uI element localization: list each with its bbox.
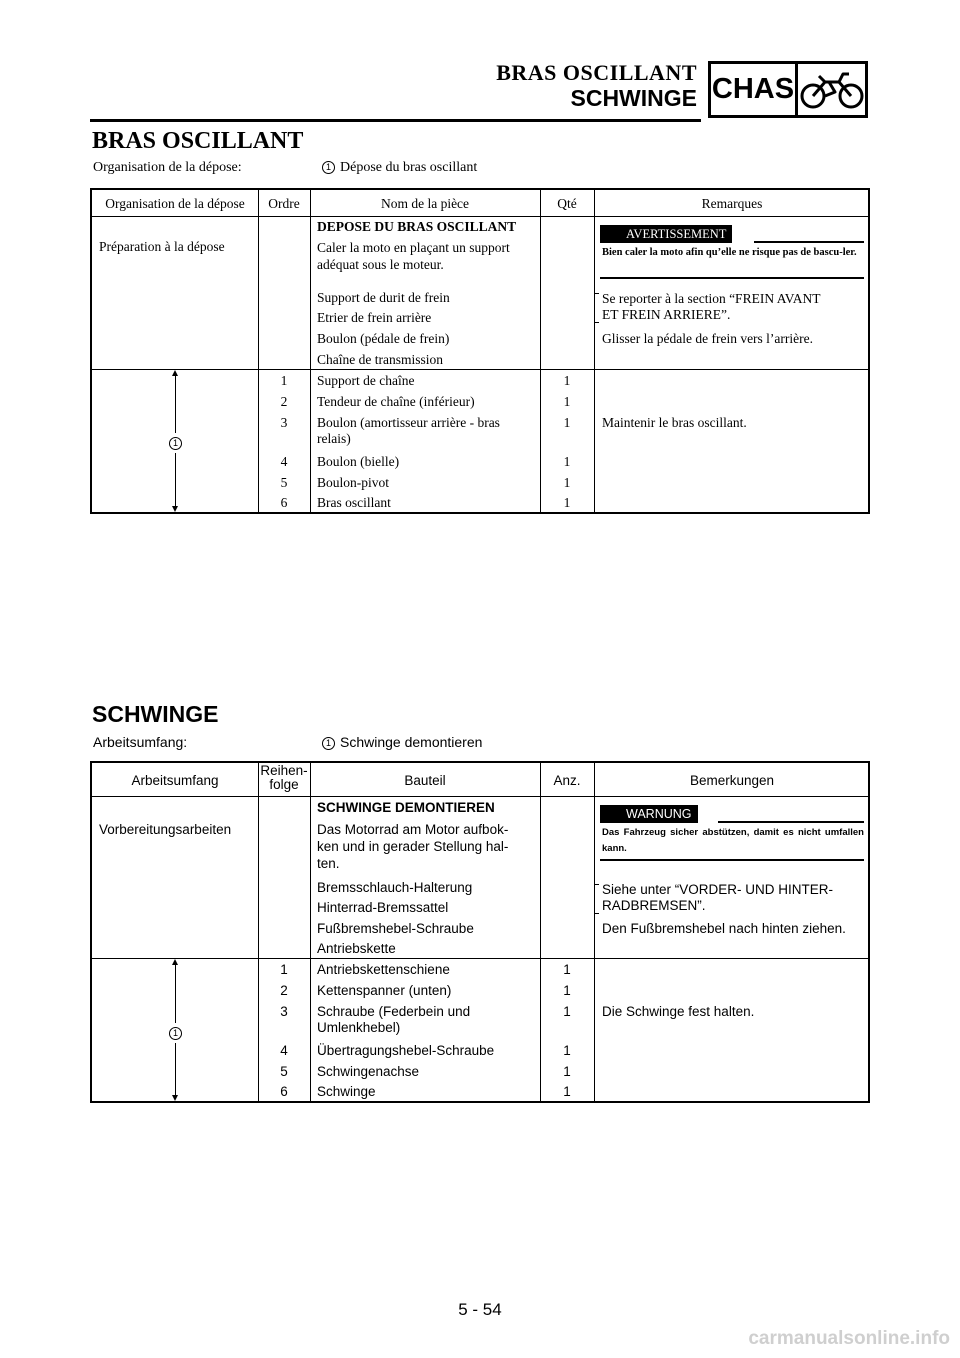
row-name: Boulon (amortisseur arrière - bras [317, 415, 500, 430]
row-name: Boulon-pivot [317, 475, 390, 490]
col-header: Bemerkungen [689, 773, 775, 788]
col-header: Reihen- [260, 763, 308, 778]
prep-item: adéquat sous le moteur. [317, 257, 444, 272]
row-name-cont: relais) [317, 431, 351, 446]
remark-pedal: Den Fußbremshebel nach hinten ziehen. [602, 921, 846, 936]
prep-item: Chaîne de transmission [317, 352, 443, 367]
col-header: Bauteil [404, 773, 446, 788]
warning-text: Bien caler la moto afin qu’elle ne risque pas de bascu-ler. [602, 247, 857, 258]
prep-item: Fußbremshebel-Schraube [317, 921, 474, 936]
page-number: 5 - 54 [458, 1300, 502, 1319]
group-remark: Maintenir le bras oscillant. [602, 415, 747, 430]
row-qty: 1 [563, 495, 571, 510]
row-order: 2 [280, 394, 288, 409]
chas-badge [708, 61, 868, 118]
col-header: Anz. [553, 773, 581, 788]
prep-title: DEPOSE DU BRAS OSCILLANT [317, 219, 517, 234]
org-label-de: Arbeitsumfang: [93, 734, 188, 750]
row-name: Bras oscillant [317, 495, 391, 510]
group-marker: 1 [169, 437, 182, 450]
remark-ref: RADBREMSEN”. [602, 898, 706, 913]
row-name: Tendeur de chaîne (inférieur) [317, 394, 475, 409]
row-qty: 1 [563, 1084, 571, 1099]
removal-table-de [90, 761, 870, 1103]
warning-badge: AVERTISSEMENT [600, 225, 732, 243]
prep-item: Antriebskette [317, 941, 396, 956]
prep-item: Support de durit de frein [317, 290, 450, 305]
row-order: 1 [280, 962, 288, 977]
row-name: Schwingenachse [317, 1064, 420, 1079]
row-qty: 1 [563, 475, 571, 490]
row-name: Schwinge [317, 1084, 376, 1099]
col-header: Ordre [268, 196, 300, 211]
row-qty: 1 [563, 983, 571, 998]
prep-item: ten. [317, 856, 340, 871]
row-name: Schraube (Federbein und [317, 1004, 471, 1019]
row-order: 3 [280, 415, 288, 430]
prep-label: Préparation à la dépose [99, 239, 225, 254]
group-marker: 1 [169, 1027, 182, 1040]
col-header: Organisation de la dépose [105, 196, 245, 211]
warning-badge: WARNUNG [600, 805, 698, 823]
prep-title: SCHWINGE DEMONTIEREN [317, 800, 495, 815]
row-qty: 1 [563, 1004, 571, 1019]
header-title-de: SCHWINGE [570, 85, 697, 111]
row-qty: 1 [563, 394, 571, 409]
row-name: Übertragungshebel-Schraube [317, 1043, 495, 1058]
row-name: Support de chaîne [317, 373, 415, 388]
section-title-fr: BRAS OSCILLANT [92, 128, 304, 154]
row-order: 4 [280, 454, 288, 469]
prep-label: Vorbereitungsarbeiten [99, 822, 232, 837]
prep-item: Hinterrad-Bremssattel [317, 900, 449, 915]
chas-label: CHAS [711, 73, 795, 105]
row-order: 3 [280, 1004, 288, 1019]
row-qty: 1 [563, 962, 571, 977]
row-qty: 1 [563, 1064, 571, 1079]
col-header: Nom de la pièce [380, 196, 470, 211]
row-order: 5 [280, 1064, 288, 1079]
row-name-cont: Umlenkhebel) [317, 1020, 401, 1035]
prep-item: Etrier de frein arrière [317, 310, 432, 325]
group-remark: Die Schwinge fest halten. [602, 1004, 755, 1019]
row-order: 5 [280, 475, 288, 490]
header-title-fr: BRAS OSCILLANT [496, 60, 697, 85]
prep-item: Caler la moto en plaçant un support [317, 240, 510, 255]
remark-ref: Siehe unter “VORDER- UND HINTER- [602, 882, 834, 897]
row-order: 2 [280, 983, 288, 998]
remark-ref: Se reporter à la section “FREIN AVANT [602, 291, 821, 306]
row-name: Boulon (bielle) [317, 454, 400, 469]
header-rule [90, 119, 701, 122]
col-header: Remarques [701, 196, 763, 211]
watermark: carmanualsonline.info [748, 1328, 950, 1349]
col-header: Qté [557, 196, 577, 211]
prep-item: ken und in gerader Stellung hal- [317, 839, 509, 854]
org-value-de: 1 Schwinge demontieren [322, 734, 482, 750]
org-label-fr: Organisation de la dépose: [93, 160, 242, 175]
row-name: Antriebskettenschiene [317, 962, 450, 977]
row-order: 4 [280, 1043, 288, 1058]
removal-table-fr [90, 188, 870, 514]
row-qty: 1 [563, 373, 571, 388]
row-order: 6 [280, 1084, 288, 1099]
col-header: folge [269, 777, 299, 792]
col-header: Arbeitsumfang [131, 773, 219, 788]
prep-item: Bremsschlauch-Halterung [317, 880, 473, 895]
row-qty: 1 [563, 1043, 571, 1058]
circled-number: 1 [322, 161, 335, 174]
remark-ref: ET FREIN ARRIERE”. [602, 307, 731, 322]
warning-text: Das Fahrzeug sicher abstützen, damit es nicht umfallen kann. [602, 827, 864, 854]
row-order: 1 [280, 373, 288, 388]
section-title-de: SCHWINGE [92, 701, 219, 727]
remark-pedal: Glisser la pédale de frein vers l’arrière. [602, 331, 814, 346]
row-name: Kettenspanner (unten) [317, 983, 452, 998]
row-qty: 1 [563, 415, 571, 430]
prep-item: Das Motorrad am Motor aufbok- [317, 822, 509, 837]
circled-number: 1 [322, 737, 335, 750]
row-order: 6 [280, 495, 288, 510]
row-qty: 1 [563, 454, 571, 469]
motorcycle-icon [798, 64, 865, 115]
prep-item: Boulon (pédale de frein) [317, 331, 450, 346]
org-value-fr: 1 Dépose du bras oscillant [322, 160, 477, 176]
